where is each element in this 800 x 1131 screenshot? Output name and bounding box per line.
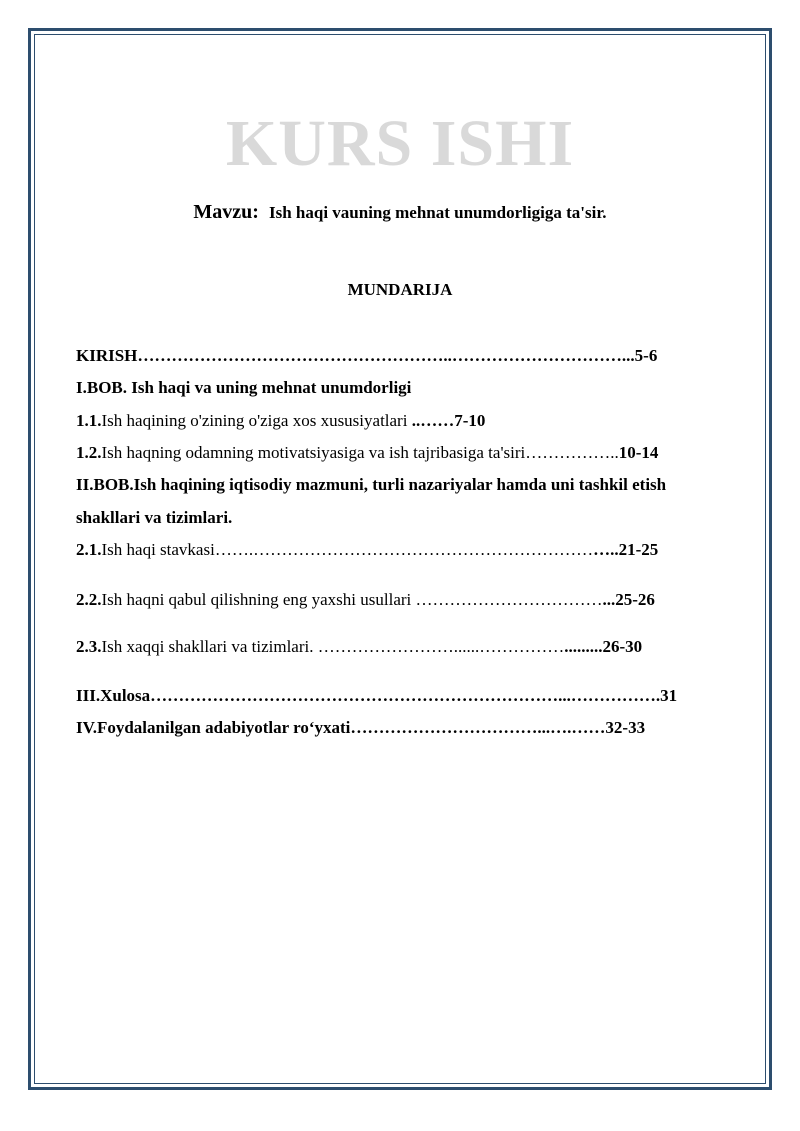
toc-entry-leader: ......... [564,637,603,656]
toc-entry-1-1 [76,410,485,432]
toc-entry-pages: 26-30 [602,637,643,656]
toc-entry-chapter-2 [76,474,666,496]
toc-entry-number: 2.2. [76,590,102,609]
toc-entry-leader: ... [602,590,616,609]
toc-entry-1-2 [76,442,658,464]
toc-entry-bibliography [76,717,645,739]
toc-entry-leader: . [614,443,619,462]
toc-entry-leader: ….. [593,540,619,559]
toc-entry-2-1 [76,539,658,561]
toc-entry-chapter-1 [76,377,411,399]
toc-entry-text: KIRISH………………………………………………..…………………………...5-6 [76,346,658,365]
toc-entry-text: I.BOB. Ish haqi va uning mehnat unumdorligi [76,378,412,397]
toc-entry-title: Ish xaqqi shakllari va tizimlari. ……………………......…………… [101,637,565,656]
toc-entry-kirish [76,345,657,367]
toc-entry-pages: 21-25 [618,540,659,559]
toc-entry-number: 1.1. [76,411,102,430]
toc-entry-chapter-2-cont [76,507,232,529]
toc-entry-2-3 [76,636,642,658]
toc-entry-text: II.BOB.Ish haqining iqtisodiy mazmuni, turli nazariyalar hamda uni tashkil etish [76,475,667,494]
toc-entry-title: Ish haqi stavkasi…….…………………………………………………… [101,540,594,559]
toc-entry-pages: 10-14 [618,443,659,462]
toc-entry-title: Ish haqni qabul qilishning eng yaxshi usullari …………………………… [101,590,603,609]
toc-entry-number: 2.3. [76,637,102,656]
toc-entry-text: III.Xulosa………………………………………………………………...…………….31 [76,686,678,705]
toc-entry-number: 1.2. [76,443,102,462]
topic-text: Ish haqi vauning mehnat unumdorligiga ta'sir. [268,203,607,222]
toc-entry-title: Ish haqning odamning motivatsiyasiga va ish tajribasiga ta'siri……………. [101,443,615,462]
toc-entry-title: Ish haqining o'zining o'ziga xos xususiyatlari [101,411,412,430]
toc-entry-leader: ..…… [411,411,455,430]
document-title: KURS ISHI [225,107,575,180]
toc-entry-text: shakllari va tizimlari. [76,508,233,527]
toc-entry-xulosa [76,685,677,707]
topic-line [0,198,800,228]
toc-heading: MUNDARIJA [347,280,453,299]
toc-entry-text: IV.Foydalanilgan adabiyotlar ro‘yxati……………………………...….……32-33 [76,718,646,737]
toc-entry-pages: 25-26 [615,590,655,609]
toc-entry-pages: 7-10 [454,411,486,430]
topic-label: Mavzu: [193,201,259,223]
toc-entry-2-2 [76,589,655,611]
toc-entry-number: 2.1. [76,540,102,559]
